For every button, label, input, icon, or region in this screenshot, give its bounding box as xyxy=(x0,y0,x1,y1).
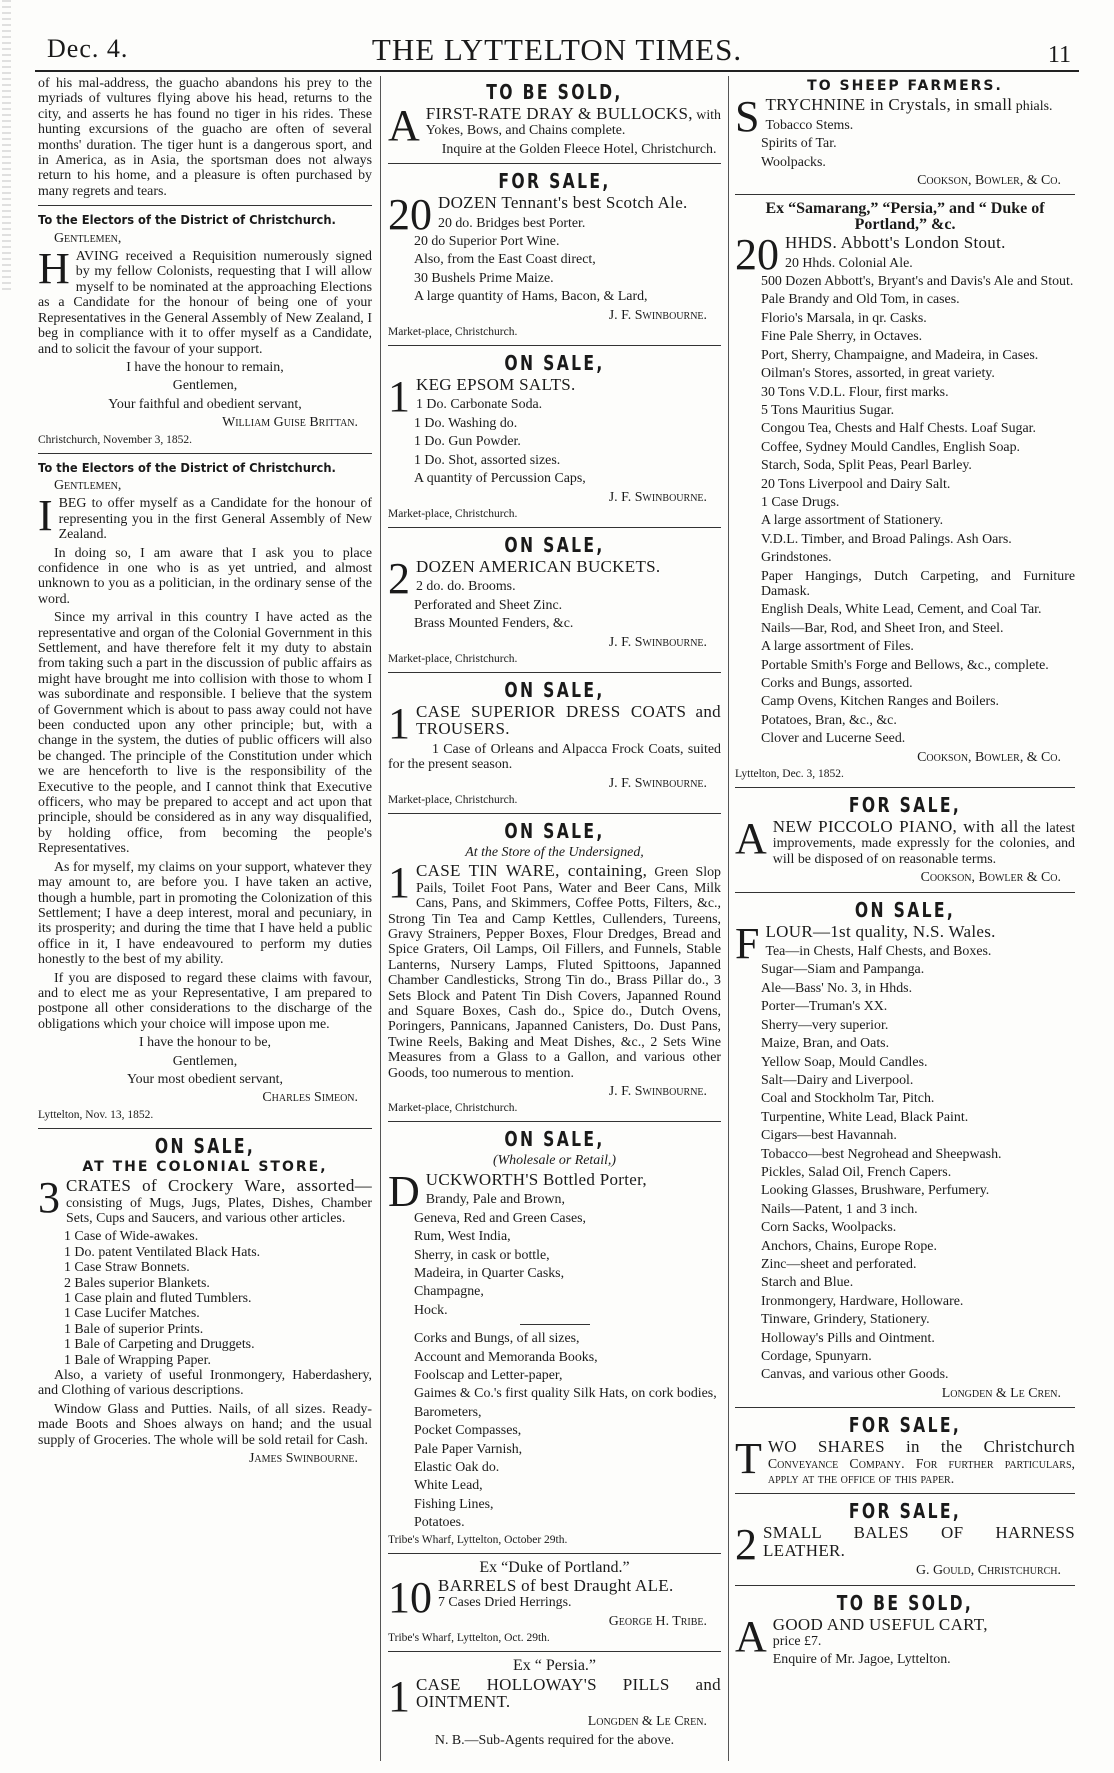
tin-ware-ad xyxy=(388,820,721,1116)
list-item: Oilman's Stores, assorted, in great variety. xyxy=(761,366,995,382)
list-item: Fine Pale Sherry, in Octaves. xyxy=(761,329,923,345)
salutation: Gentlemen, xyxy=(54,477,122,493)
ad-heading: TO BE SOLD, xyxy=(486,80,623,104)
page-header xyxy=(35,6,1079,66)
list-item: Porter—Truman's XX. xyxy=(761,999,888,1015)
closing: Your most obedient servant, xyxy=(126,1071,283,1087)
signature: Longden & Le Cren. xyxy=(587,1714,707,1730)
ad-body: 2 SMALL BALES OF HARNESS LEATHER. xyxy=(735,1520,1075,1570)
header-rule xyxy=(35,70,1079,72)
list-item: 20 do Superior Port Wine. xyxy=(414,234,560,250)
signature: William Guise Brittan. xyxy=(222,415,358,431)
place-date: Market-place, Christchurch. xyxy=(388,652,518,665)
divider xyxy=(388,1121,721,1122)
item-list xyxy=(735,256,1075,747)
ad-body: 10 BARRELS of best Draught ALE. 7 Cases Dried Herrings. xyxy=(388,1573,674,1622)
list-item: White Lead, xyxy=(414,1478,483,1494)
ad-heading: Ex “Samarang,” “Persia,” and “ Duke of Portland,” &c. xyxy=(765,200,1045,233)
list-item: Paper Hangings, Dutch Carpeting, and Furniture Damask. xyxy=(761,568,1075,599)
list-item: 1 Do. Carbonate Soda. xyxy=(416,397,543,413)
ad-heading: FOR SALE, xyxy=(848,793,962,818)
list-item: Potatoes. xyxy=(414,1515,465,1531)
ad-body: 1 CASE SUPERIOR DRESS COATS and TROUSERS. xyxy=(388,698,721,748)
ad-heading: ON SALE, xyxy=(154,1133,256,1158)
ad-subheading: (Wholesale or Retail,) xyxy=(492,1153,617,1169)
list-item: Corks and Bungs, of all sizes, xyxy=(414,1331,580,1347)
list-item: 1 Case plain and fluted Tumblers. xyxy=(64,1291,252,1307)
divider xyxy=(38,1128,372,1129)
ad-heading: TO SHEEP FARMERS. xyxy=(807,78,1003,94)
divider xyxy=(388,672,721,673)
notice-heading: To the Electors of the District of Christchurch. xyxy=(38,212,336,228)
list-item: Pale Brandy and Old Tom, in cases. xyxy=(761,292,960,308)
buckets-ad xyxy=(388,534,721,666)
ad-body: AFIRST-RATE DRAY & BULLOCKS, with Yokes, Bows, and Chains complete. xyxy=(388,101,721,150)
page-edge-mark xyxy=(2,0,11,290)
list-item: 1 Case Drugs. xyxy=(761,494,840,510)
ad-heading: Ex “Duke of Portland.” xyxy=(479,1558,630,1576)
persia-ad xyxy=(388,1658,721,1748)
ad-body: 3 CRATES of Crockery Ware, assorted— consisting of Mugs, Jugs, Plates, Dishes, Chamber Sets, Cups and Saucers, and various other articles. xyxy=(38,1173,372,1226)
list-item: Turpentine, White Lead, Black Paint. xyxy=(761,1109,969,1125)
ad-body: AGOOD AND USEFUL CART, price £7. xyxy=(735,1611,988,1661)
column-divider xyxy=(380,76,381,1761)
list-item: 1 Bale of Carpeting and Druggets. xyxy=(64,1337,255,1353)
closing: Your faithful and obedient servant, xyxy=(108,396,302,412)
list-item: 5 Tons Mauritius Sugar. xyxy=(761,402,895,418)
list-item: Potatoes, Bran, &c., &c. xyxy=(761,712,897,728)
item-list xyxy=(38,1229,372,1368)
list-item: Foolscap and Letter-paper, xyxy=(414,1367,563,1383)
ad-heading: ON SALE, xyxy=(504,818,605,843)
list-item: Pocket Compasses, xyxy=(414,1423,522,1439)
ad-heading: Ex “ Persia.” xyxy=(512,1657,597,1675)
place-date: Lyttelton, Dec. 3, 1852. xyxy=(735,768,844,781)
shares-ad xyxy=(735,1414,1075,1487)
list-item: Salt—Dairy and Liverpool. xyxy=(761,1072,914,1088)
list-item: Ale—Bass' No. 3, in Hhds. xyxy=(761,980,913,996)
ad-heading: ON SALE, xyxy=(504,677,605,702)
divider xyxy=(38,453,372,454)
list-item: 1 Do. Shot, assorted sizes. xyxy=(414,452,561,468)
list-item: Looking Glasses, Brushware, Perfumery. xyxy=(761,1183,990,1199)
issue-date: Dec. 4. xyxy=(47,34,129,63)
divider xyxy=(388,1651,721,1652)
page-number: 11 xyxy=(1047,42,1071,68)
list-item: Madeira, in Quarter Casks, xyxy=(414,1265,565,1281)
closing: I have the honour to be, xyxy=(139,1035,271,1051)
list-item: 20 Tons Liverpool and Dairy Salt. xyxy=(761,476,951,492)
divider xyxy=(735,892,1075,893)
signature: Cookson, Bowler, & Co. xyxy=(917,173,1061,189)
column-divider xyxy=(728,76,729,1761)
paragraph: In doing so, I am aware that I ask you to place confidence in one who is as yet untried, and almost unknown to you as a politician, in the ordinary sense of the word. xyxy=(38,545,372,607)
list-item: 1 Do. Washing do. xyxy=(414,415,518,431)
list-item: Coffee, Sydney Mould Candles, English Soap. xyxy=(761,439,1021,455)
list-item: Clover and Lucerne Seed. xyxy=(761,731,906,747)
ad-body: 20 DOZEN Tennant's best Scotch Ale. xyxy=(388,190,688,240)
list-item: Geneva, Red and Green Cases, xyxy=(414,1210,587,1226)
list-item: Tobacco—best Negrohead and Sheepwash. xyxy=(761,1146,1002,1162)
divider xyxy=(388,527,721,528)
paragraph: As for myself, my claims on your support, whatever they may amount to, are before you. I have taken an active, though a humble, part in promoting the Colonization of this Settlement; I have a deep interest, moral and pecuniary, in its prosperity; and during the time that I have held a public office in it, I have endeavoured to perform my duties honestly to the best of my ability. xyxy=(38,859,372,968)
list-item: Camp Ovens, Kitchen Ranges and Boilers. xyxy=(761,694,1000,710)
list-item: Brass Mounted Fenders, &c. xyxy=(414,616,574,632)
signature: Longden & Le Cren. xyxy=(941,1385,1061,1401)
list-item: Sugar—Siam and Pampanga. xyxy=(761,962,925,978)
list-item: 30 Tons V.D.L. Flour, first marks. xyxy=(761,384,949,400)
signature: James Swinbourne. xyxy=(249,1451,358,1467)
list-item: Corks and Bungs, assorted. xyxy=(761,676,913,691)
paragraph: Enquire of Mr. Jagoe, Lyttelton. xyxy=(772,1652,951,1668)
column-1 xyxy=(38,76,372,1763)
list-item: 1 Case Lucifer Matches. xyxy=(64,1306,200,1322)
closing: I have the honour to remain, xyxy=(126,359,284,375)
list-item: 20 do. Bridges best Porter. xyxy=(438,215,586,231)
list-item: Champagne, xyxy=(414,1284,484,1300)
list-item: Elastic Oak do. xyxy=(414,1459,500,1475)
ad-body: 2 DOZEN AMERICAN BUCKETS. xyxy=(388,553,661,603)
list-item: Cordage, Spunyarn. xyxy=(761,1349,872,1364)
short-rule xyxy=(520,1324,590,1325)
paragraph: If you are disposed to regard these claims with favour, and to elect me as your Representative, I am prepared to postpone all other considerations to the discharge of the obligations which your choice will impose upon me. xyxy=(38,970,372,1032)
place-date: Market-place, Christchurch. xyxy=(388,326,518,339)
list-item: Pale Paper Varnish, xyxy=(414,1441,523,1457)
list-item: Grindstones. xyxy=(761,550,832,566)
divider xyxy=(388,813,721,814)
list-item: 30 Bushels Prime Maize. xyxy=(414,270,554,286)
dray-ad xyxy=(388,81,721,157)
divider xyxy=(735,787,1075,788)
ad-body: ANEW PICCOLO PIANO, with all the latest improvements, made expressly for the colonies, and will be disposed of on reasonable terms. xyxy=(735,814,1075,867)
ad-body: 1 KEG EPSOM SALTS. xyxy=(388,372,576,422)
ale-ad xyxy=(388,170,721,339)
list-item: Hock. xyxy=(414,1302,448,1318)
list-item: Pickles, Salad Oil, French Capers. xyxy=(761,1164,952,1180)
newspaper-title: THE LYTTELTON TIMES. xyxy=(371,32,743,67)
ad-body: TWO SHARES in the Christchurch Conveyance Company. For further particulars, apply at the office of this paper. xyxy=(735,1434,1075,1488)
list-item: Spirits of Tar. xyxy=(761,136,837,152)
signature: Charles Simeon. xyxy=(262,1090,358,1106)
list-item: 1 Case Straw Bonnets. xyxy=(64,1260,190,1276)
ad-body: STRYCHNINE in Crystals, in small phials. xyxy=(735,92,1053,142)
list-item: Zinc—sheet and perforated. xyxy=(761,1256,917,1272)
list-item: 1 Do. patent Ventilated Black Hats. xyxy=(64,1244,261,1260)
list-item: A large assortment of Files. xyxy=(761,639,914,655)
paragraph: 1 Case of Orleans and Alpacca Frock Coats, suited for the present season. xyxy=(388,741,721,773)
signature: George H. Tribe. xyxy=(608,1613,707,1629)
sheep-farmers-ad xyxy=(735,79,1075,188)
list-item: 1 Bale of Wrapping Paper. xyxy=(64,1352,211,1368)
notice-body: IBEG to offer myself as a Candidate for the honour of representing you in the first General Assembly of New Zealand. xyxy=(38,491,372,543)
list-item: Brandy, Pale and Brown, xyxy=(425,1192,565,1208)
place-date: Market-place, Christchurch. xyxy=(388,1102,518,1115)
list-item: 500 Dozen Abbott's, Bryant's and Davis's Ale and Stout. xyxy=(761,274,1074,290)
ad-heading: FOR SALE, xyxy=(498,169,611,194)
place-date: Market-place, Christchurch. xyxy=(388,507,518,520)
closing: Gentlemen, xyxy=(172,378,238,394)
closing: Gentlemen, xyxy=(172,1053,238,1069)
list-item: Cigars—best Havannah. xyxy=(761,1128,897,1144)
list-item: Starch, Soda, Split Peas, Pearl Barley. xyxy=(761,458,972,474)
duckworth-ad xyxy=(388,1128,721,1546)
list-item: A quantity of Percussion Caps, xyxy=(414,471,586,487)
list-item: English Deals, White Lead, Cement, and Coal Tar. xyxy=(761,602,1042,618)
item-list xyxy=(735,944,1075,1383)
list-item: Coal and Stockholm Tar, Pitch. xyxy=(761,1091,935,1107)
list-item: 20 Hhds. Colonial Ale. xyxy=(785,255,913,271)
ad-subheading: AT THE COLONIAL STORE, xyxy=(82,1158,328,1175)
divider xyxy=(735,194,1075,195)
list-item: 2 do. do. Brooms. xyxy=(416,579,516,595)
salutation: Gentlemen, xyxy=(54,230,122,246)
coats-ad xyxy=(388,679,721,807)
epsom-ad xyxy=(388,352,721,521)
ad-body: 20 HHDS. Abbott's London Stout. xyxy=(735,230,1006,280)
divider xyxy=(735,1493,1075,1494)
list-item: Canvas, and various other Goods. xyxy=(761,1367,949,1383)
ad-subheading: At the Store of the Undersigned, xyxy=(465,844,644,860)
ad-body: DUCKWORTH'S Bottled Porter, xyxy=(388,1166,647,1216)
list-item: 1 Do. Gun Powder. xyxy=(414,434,521,450)
list-item: Maize, Bran, and Oats. xyxy=(761,1036,890,1052)
list-item: Tea—in Chests, Half Chests, and Boxes. xyxy=(765,944,992,960)
ad-heading: FOR SALE, xyxy=(848,1499,962,1524)
piano-ad xyxy=(735,794,1075,886)
list-item: Sherry, in cask or bottle, xyxy=(414,1247,550,1263)
divider xyxy=(388,1553,721,1554)
list-item: A large assortment of Stationery. xyxy=(761,513,944,529)
signature: J. F. Swinbourne. xyxy=(608,634,707,650)
divider xyxy=(388,345,721,346)
list-item: Tobacco Stems. xyxy=(765,117,854,133)
list-item: Account and Memoranda Books, xyxy=(414,1349,598,1365)
divider xyxy=(388,163,721,164)
list-item: Florio's Marsala, in qr. Casks. xyxy=(761,310,927,326)
brittan-address xyxy=(38,212,372,446)
ad-heading: ON SALE, xyxy=(504,532,605,557)
list-item: 1 Case of Wide-awakes. xyxy=(64,1229,199,1245)
signature: Cookson, Bowler & Co. xyxy=(920,870,1061,886)
paragraph: Since my arrival in this country I have acted as the representative and organ of the Colonial Government in this Settlement, and have therefore felt it my duty to abstain from taking such a part in the discussion of public affairs as might have brought me into collision with those to whom I was subordinate and responsible. I believe that the system of Government which is about to pass away could not have been conducted upon any other principle; but, with a change in the system, the duties of public officers will also be changed. The principle of the Constitution under which we are henceforth to live is the responsibility of the Executive to the people, and I cannot think that Executive officers, who may be prepared to accept and act upon that principle, should be considered as in any way disqualified, by holding office, from becoming the people's Representatives. xyxy=(38,610,372,857)
portland-ad xyxy=(388,1560,721,1646)
ad-heading: FOR SALE, xyxy=(848,1413,962,1438)
list-item: Ironmongery, Hardware, Holloware. xyxy=(761,1293,964,1309)
divider xyxy=(735,1585,1075,1586)
signature: J. F. Swinbourne. xyxy=(608,775,707,791)
ad-heading: ON SALE, xyxy=(504,1127,605,1152)
list-item: Portable Smith's Forge and Bellows, &c., complete. xyxy=(761,657,1049,673)
ad-body: 1 CASE HOLLOWAY'S PILLS and OINTMENT. xyxy=(388,1671,721,1721)
signature: J. F. Swinbourne. xyxy=(608,307,707,323)
signature: J. F. Swinbourne. xyxy=(608,489,707,505)
column-3 xyxy=(735,76,1075,1763)
list-item: Sherry—very superior. xyxy=(761,1017,889,1033)
place-date: Lyttelton, Nov. 13, 1852. xyxy=(38,1108,154,1121)
divider xyxy=(38,205,372,206)
cart-ad xyxy=(735,1592,1075,1668)
list-item: Tinware, Grindery, Stationery. xyxy=(761,1312,930,1328)
list-item: Starch and Blue. xyxy=(761,1275,854,1291)
ad-body: FLOUR—1st quality, N.S. Wales. xyxy=(735,918,996,968)
simeon-address xyxy=(38,460,372,1122)
list-item: Corn Sacks, Woolpacks. xyxy=(761,1220,897,1236)
signature: J. F. Swinbourne. xyxy=(608,1084,707,1100)
flour-ad xyxy=(735,899,1075,1402)
article-continuation: of his mal-address, the guacho abandons his prey to the myriads of vultures flying above his head, returns to the city, and asserts he has found no tiger in his rides. These hunting excursions of the guacho are often of several months' duration. The tiger hunt is a dangerous sport, and in America, as in Asia, the sportsman does not always return to his home, and a pleasure is often purchased by many regrets and tears. xyxy=(38,76,372,199)
divider xyxy=(735,1407,1075,1408)
list-item: A large quantity of Hams, Bacon, & Lard, xyxy=(414,289,648,305)
ad-heading: ON SALE, xyxy=(854,897,956,922)
list-item: Also, from the East Coast direct, xyxy=(414,252,596,268)
list-item: Nails—Patent, 1 and 3 inch. xyxy=(761,1201,918,1217)
harness-ad xyxy=(735,1500,1075,1578)
list-item: Gaimes & Co.'s first quality Silk Hats, on cork bodies, xyxy=(414,1386,717,1402)
paragraph: Also, a variety of useful Ironmongery, Haberdashery, and Clothing of various descriptions. xyxy=(38,1368,372,1399)
place-date: Tribe's Wharf, Lyttelton, October 29th. xyxy=(388,1533,568,1546)
crockery-ad xyxy=(38,1135,372,1467)
notice-heading: To the Electors of the District of Christchurch. xyxy=(38,459,336,475)
signature: Cookson, Bowler, & Co. xyxy=(917,749,1061,765)
list-item: 1 Bale of superior Prints. xyxy=(64,1321,204,1337)
list-item: V.D.L. Timber, and Broad Palings. Ash Oars. xyxy=(761,531,1012,547)
list-item: Fishing Lines, xyxy=(414,1496,494,1512)
place-date: Market-place, Christchurch. xyxy=(388,793,518,806)
list-item: Congou Tea, Chests and Half Chests. Loaf Sugar. xyxy=(761,421,1037,437)
samarang-ad xyxy=(735,201,1075,781)
list-item: Nails—Bar, Rod, and Sheet Iron, and Steel. xyxy=(761,620,1004,636)
paragraph: Inquire at the Golden Fleece Hotel, Christchurch. xyxy=(441,141,717,157)
paragraph: Window Glass and Putties. Nails, of all sizes. Ready-made Boots and Shoes always on hand; and the usual supply of Groceries. The whole will be sold retail for Cash. xyxy=(38,1401,372,1448)
column-2 xyxy=(388,76,721,1763)
list-item: Holloway's Pills and Ointment. xyxy=(761,1330,935,1346)
list-item: Woolpacks. xyxy=(761,154,826,170)
list-item: 2 Bales superior Blankets. xyxy=(64,1275,210,1291)
place-date: Christchurch, November 3, 1852. xyxy=(38,433,192,446)
note: N. B.—Sub-Agents required for the above. xyxy=(434,1732,675,1748)
list-item: Barometers, xyxy=(414,1404,482,1420)
notice-body: HAVING received a Requisition numerously signed by my fellow Colonists, requesting that I will allow myself to be nominated at the approaching Elections as a Candidate for the honour of being one of your Representatives in the General Assembly of New Zealand, I beg in compliance with it to offer myself as a Candidate, and to solicit the favour of your support. xyxy=(38,244,372,357)
ad-heading: TO BE SOLD, xyxy=(836,1590,974,1615)
signature: G. Gould, Christchurch. xyxy=(915,1563,1061,1579)
list-item: Port, Sherry, Champaigne, and Madeira, in Cases. xyxy=(761,347,1039,363)
list-item: Rum, West India, xyxy=(414,1229,511,1245)
place-date: Tribe's Wharf, Lyttelton, Oct. 29th. xyxy=(388,1632,550,1645)
ad-heading: ON SALE, xyxy=(504,351,605,376)
list-item: Anchors, Chains, Europe Rope. xyxy=(761,1238,937,1254)
ad-body: 1 CASE TIN WARE, containing, Green Slop Pails, Toilet Foot Pans, Water and Beer Cans, Milk Cans, Pans, and Skimmers, Coffee Potts, Filters, &c., Strong Tin Tea and Camp Kettles, Cullenders, Tureens, Gravy Strainers, Pepper Boxes, Flour Dredges, Bread and Spice Graters, Oil Lamps, Oil Fillers, and Funnels, Stable Lanterns, Nursery Lamps, Fluted Spittoons, Japanned Chamber Candlesticks, Strong Tin do., Brass Pillar do., 3 Sets Block and Patent Tin Dish Covers, Japanned Round and Square Boxes, Cash do., Spice do., Dutch Ovens, Poringers, Pannicans, Japanned Canisters, Do. Dust Pans, Twine Reels, Baking and Meat Dishes, &c., 2 Sets Wine Measures from a Glass to a Gallon, and various other Goods, too numerous to mention. xyxy=(388,858,721,1081)
list-item: Perforated and Sheet Zinc. xyxy=(414,597,563,613)
list-item: Yellow Soap, Mould Candles. xyxy=(761,1054,928,1070)
